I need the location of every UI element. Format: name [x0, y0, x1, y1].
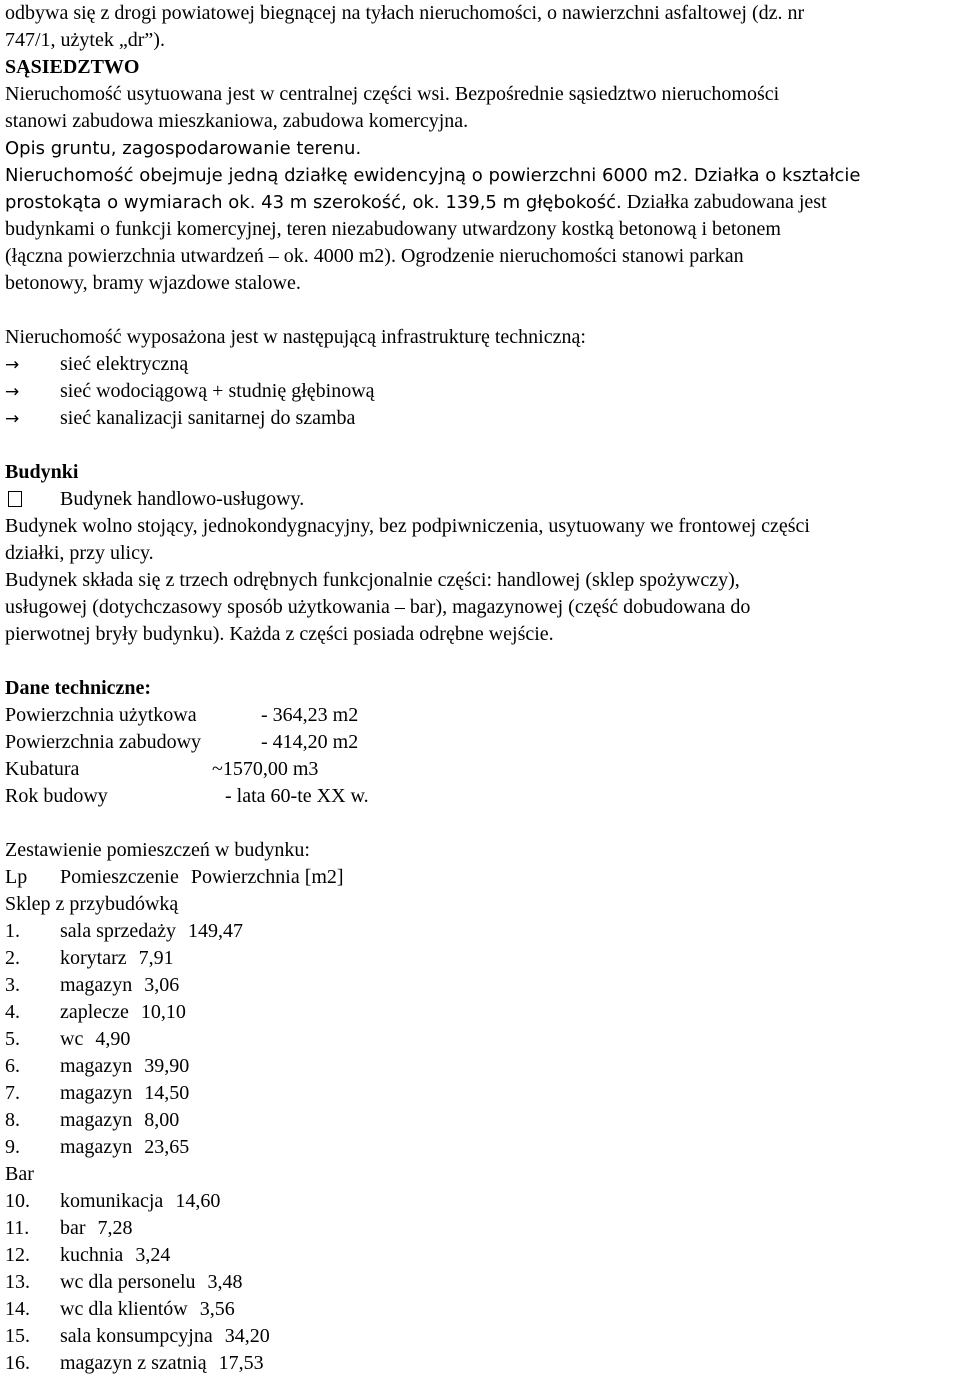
- room-name: magazyn z szatnią: [60, 1352, 207, 1374]
- building-item-label: Budynek handlowo-usługowy.: [60, 488, 305, 510]
- land-line: Nieruchomość obejmuje jedną działkę ewidencyjną o powierzchni 6000 m2. Działka o kształcie: [5, 165, 861, 186]
- checkbox-square-icon: [8, 491, 22, 507]
- room-area: 39,90: [144, 1055, 190, 1077]
- tech-value: - lata 60-te XX w.: [225, 785, 369, 807]
- table-row: [5, 918, 960, 945]
- room-area: 17,53: [218, 1352, 264, 1374]
- tech-value: - 364,23 m2: [261, 704, 359, 726]
- room-area: 8,00: [144, 1109, 180, 1131]
- room-number: 14.: [5, 1298, 30, 1320]
- infra-item: [5, 405, 960, 432]
- tech-row: [5, 783, 960, 810]
- spacer: [5, 648, 960, 675]
- land-line: (łączna powierzchnia utwardzeń – ok. 4000 m2). Ogrodzenie nieruchomości stanowi parkan: [5, 245, 744, 267]
- room-name: wc dla personelu: [60, 1271, 196, 1293]
- room-number: 6.: [5, 1055, 20, 1077]
- room-name: sala konsumpcyjna: [60, 1325, 213, 1347]
- table-row: [5, 1053, 960, 1080]
- arrow-right-icon: →: [5, 355, 20, 375]
- room-area: 7,91: [138, 947, 174, 969]
- tech-label: Rok budowy: [5, 785, 108, 807]
- buildings-heading: Budynki: [5, 461, 79, 483]
- buildings-line: Budynek wolno stojący, jednokondygnacyjny, bez podpiwniczenia, usytuowany we frontowej części: [5, 515, 810, 537]
- room-number: 15.: [5, 1325, 30, 1347]
- buildings-line: działki, przy ulicy.: [5, 542, 154, 564]
- rooms-list: [5, 891, 960, 1377]
- infra-item: [5, 351, 960, 378]
- room-name: magazyn: [60, 1109, 133, 1131]
- neighborhood-line: stanowi zabudowa mieszkaniowa, zabudowa komercyjna.: [5, 110, 469, 132]
- room-number: 2.: [5, 947, 20, 969]
- room-name: wc: [60, 1028, 84, 1050]
- buildings-line: usługowej (dotychczasowy sposób użytkowania – bar), magazynowej (część dobudowana do: [5, 596, 751, 618]
- infra-item: [5, 378, 960, 405]
- rooms-header-row: [5, 864, 960, 891]
- land-line-rest: Działka zabudowana jest: [621, 191, 827, 213]
- neighborhood-line: Nieruchomość usytuowana jest w centralnej części wsi. Bezpośrednie sąsiedztwo nieruchomości: [5, 83, 780, 105]
- room-name: komunikacja: [60, 1190, 164, 1212]
- room-number: 8.: [5, 1109, 20, 1131]
- room-area: 149,47: [188, 920, 244, 942]
- room-number: 11.: [5, 1217, 30, 1239]
- spacer: [5, 297, 960, 324]
- room-number: 12.: [5, 1244, 30, 1266]
- rooms-col-name: Pomieszczenie: [60, 866, 179, 888]
- buildings-line: pierwotnej bryły budynku). Każda z części posiada odrębne wejście.: [5, 623, 554, 645]
- room-number: 10.: [5, 1190, 30, 1212]
- table-row: [5, 1134, 960, 1161]
- table-row: [5, 1296, 960, 1323]
- room-name: bar: [60, 1217, 86, 1239]
- room-number: 5.: [5, 1028, 20, 1050]
- arrow-right-icon: →: [5, 382, 20, 402]
- tech-row: [5, 702, 960, 729]
- room-area: 3,48: [207, 1271, 243, 1293]
- room-name: magazyn: [60, 1082, 133, 1104]
- document-page: [5, 0, 960, 1377]
- tech-row: [5, 729, 960, 756]
- room-area: 34,20: [224, 1325, 270, 1347]
- tech-row: [5, 756, 960, 783]
- infra-lead: Nieruchomość wyposażona jest w następującą infrastrukturę techniczną:: [5, 326, 586, 348]
- room-name: kuchnia: [60, 1244, 124, 1266]
- room-area: 23,65: [144, 1136, 190, 1158]
- rooms-group-title: Sklep z przybudówką: [5, 893, 179, 915]
- tech-label: Powierzchnia zabudowy: [5, 731, 202, 753]
- tech-label: Kubatura: [5, 758, 80, 780]
- table-row: [5, 1107, 960, 1134]
- room-name: zaplecze: [60, 1001, 129, 1023]
- rooms-col-area: Powierzchnia [m2]: [190, 866, 344, 888]
- table-row: [5, 1269, 960, 1296]
- building-item: [5, 486, 960, 513]
- intro-line: odbywa się z drogi powiatowej biegnącej na tyłach nieruchomości, o nawierzchni asfaltowej (dz. nr: [5, 2, 805, 24]
- table-row: [5, 999, 960, 1026]
- intro-line: 747/1, użytek „dr”).: [5, 29, 165, 51]
- room-area: 3,24: [135, 1244, 171, 1266]
- infra-item-label: sieć elektryczną: [60, 353, 189, 375]
- land-line: betonowy, bramy wjazdowe stalowe.: [5, 272, 301, 294]
- table-row: [5, 972, 960, 999]
- room-name: sala sprzedaży: [60, 920, 177, 942]
- table-row: [5, 1188, 960, 1215]
- table-row: [5, 1215, 960, 1242]
- land-line-sans-part: prostokąta o wymiarach ok. 43 m szerokość, ok. 139,5 m głębokość.: [5, 192, 622, 213]
- rooms-col-lp: Lp: [5, 866, 28, 888]
- spacer: [5, 432, 960, 459]
- arrow-right-icon: →: [5, 409, 20, 429]
- room-number: 3.: [5, 974, 20, 996]
- table-row: [5, 1323, 960, 1350]
- room-number: 4.: [5, 1001, 20, 1023]
- tech-label: Powierzchnia użytkowa: [5, 704, 197, 726]
- tech-value: - 414,20 m2: [261, 731, 359, 753]
- table-row: [5, 1350, 960, 1377]
- tech-heading: Dane techniczne:: [5, 677, 152, 699]
- rooms-heading: Zestawienie pomieszczeń w budynku:: [5, 839, 310, 861]
- infra-item-label: sieć kanalizacji sanitarnej do szamba: [60, 407, 356, 429]
- land-line: [5, 189, 960, 216]
- room-name: magazyn: [60, 1055, 133, 1077]
- room-name: korytarz: [60, 947, 127, 969]
- land-line: budynkami o funkcji komercyjnej, teren niezabudowany utwardzony kostką betonową i betonem: [5, 218, 781, 240]
- room-area: 10,10: [140, 1001, 186, 1023]
- room-number: 13.: [5, 1271, 30, 1293]
- neighborhood-heading: SĄSIEDZTWO: [5, 56, 140, 78]
- table-row: [5, 1080, 960, 1107]
- table-row: [5, 945, 960, 972]
- room-number: 7.: [5, 1082, 20, 1104]
- table-row: [5, 1242, 960, 1269]
- room-area: 7,28: [97, 1217, 133, 1239]
- room-area: 14,60: [175, 1190, 221, 1212]
- land-heading: Opis gruntu, zagospodarowanie terenu.: [5, 138, 362, 159]
- room-area: 3,56: [199, 1298, 235, 1320]
- room-name: magazyn: [60, 974, 133, 996]
- room-number: 1.: [5, 920, 20, 942]
- room-area: 4,90: [95, 1028, 131, 1050]
- tech-value: ~1570,00 m3: [212, 758, 319, 780]
- buildings-line: Budynek składa się z trzech odrębnych funkcjonalnie części: handlowej (sklep spożywczy),: [5, 569, 740, 591]
- room-number: 9.: [5, 1136, 20, 1158]
- table-row: [5, 1026, 960, 1053]
- room-area: 14,50: [144, 1082, 190, 1104]
- room-name: wc dla klientów: [60, 1298, 188, 1320]
- room-number: 16.: [5, 1352, 30, 1374]
- room-name: magazyn: [60, 1136, 133, 1158]
- infra-item-label: sieć wodociągową + studnię głębinową: [60, 380, 375, 402]
- spacer: [5, 810, 960, 837]
- room-area: 3,06: [144, 974, 180, 996]
- rooms-group-title: Bar: [5, 1163, 34, 1185]
